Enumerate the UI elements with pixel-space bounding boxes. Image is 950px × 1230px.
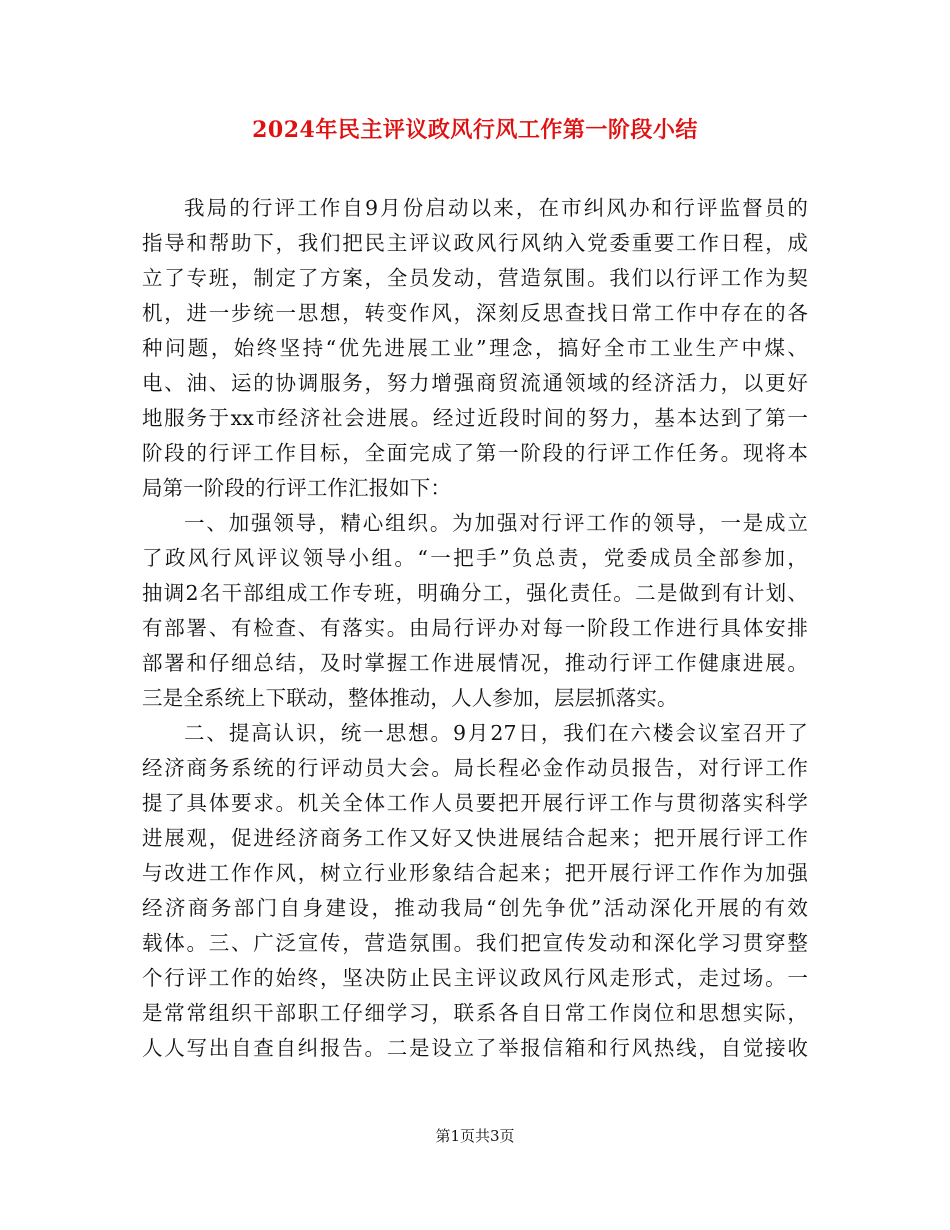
body-line: 立了专班，制定了方案，全员发动，营造氛围。我们以行评工作为契 (142, 266, 808, 290)
body-line: 载体。三、广泛宣传，营造氛围。我们把宣传发动和深化学习贯穿整 (142, 931, 808, 955)
body-line: 是常常组织干部职工仔细学习，联系各自日常工作岗位和思想实际， (142, 1001, 808, 1025)
body-line: 提了具体要求。机关全体工作人员要把开展行评工作与贯彻落实科学 (142, 791, 808, 815)
body-line: 与改进工作作风，树立行业形象结合起来；把开展行评工作作为加强 (142, 861, 808, 885)
body-line: 种问题，始终坚持“优先进展工业”理念，搞好全市工业生产中煤、 (142, 336, 808, 360)
body-line: 地服务于xx市经济社会进展。经过近段时间的努力，基本达到了第一 (142, 406, 808, 430)
body-line: 人人写出自查自纠报告。二是设立了举报信箱和行风热线，自觉接收 (142, 1036, 808, 1060)
body-line: 抽调2名干部组成工作专班，明确分工，强化责任。二是做到有计划、 (142, 581, 808, 605)
document-body (142, 191, 808, 1066)
body-line: 经济商务系统的行评动员大会。局长程必金作动员报告，对行评工作 (142, 756, 808, 780)
page-number-footer: 第1页共3页 (435, 1127, 515, 1145)
body-line: 经济商务部门自身建设，推动我局“创先争优”活动深化开展的有效 (142, 896, 808, 920)
body-line: 机，进一步统一思想，转变作风，深刻反思查找日常工作中存在的各 (142, 301, 808, 325)
body-line: 局第一阶段的行评工作汇报如下： (142, 476, 451, 500)
body-line: 一、加强领导，精心组织。为加强对行评工作的领导，一是成立 (184, 511, 808, 535)
document-title: 2024年民主评议政风行风工作第一阶段小结 (252, 117, 698, 143)
body-line: 阶段的行评工作目标，全面完成了第一阶段的行评工作任务。现将本 (142, 441, 808, 465)
body-line: 三是全系统上下联动，整体推动，人人参加，层层抓落实。 (142, 686, 678, 710)
body-line: 部署和仔细总结，及时掌握工作进展情况，推动行评工作健康进展。 (142, 651, 808, 675)
body-line: 指导和帮助下，我们把民主评议政风行风纳入党委重要工作日程，成 (142, 231, 808, 255)
body-line: 了政风行风评议领导小组。“一把手”负总责，党委成员全部参加， (142, 546, 808, 570)
body-line: 二、提高认识，统一思想。9月27日，我们在六楼会议室召开了 (184, 721, 808, 745)
body-line: 进展观，促进经济商务工作又好又快进展结合起来；把开展行评工作 (142, 826, 808, 850)
body-line: 有部署、有检查、有落实。由局行评办对每一阶段工作进行具体安排 (142, 616, 808, 640)
body-line: 电、油、运的协调服务，努力增强商贸流通领域的经济活力，以更好 (142, 371, 808, 395)
body-line: 我局的行评工作自9月份启动以来，在市纠风办和行评监督员的 (184, 196, 808, 220)
body-line: 个行评工作的始终，坚决防止民主评议政风行风走形式，走过场。一 (142, 966, 808, 990)
